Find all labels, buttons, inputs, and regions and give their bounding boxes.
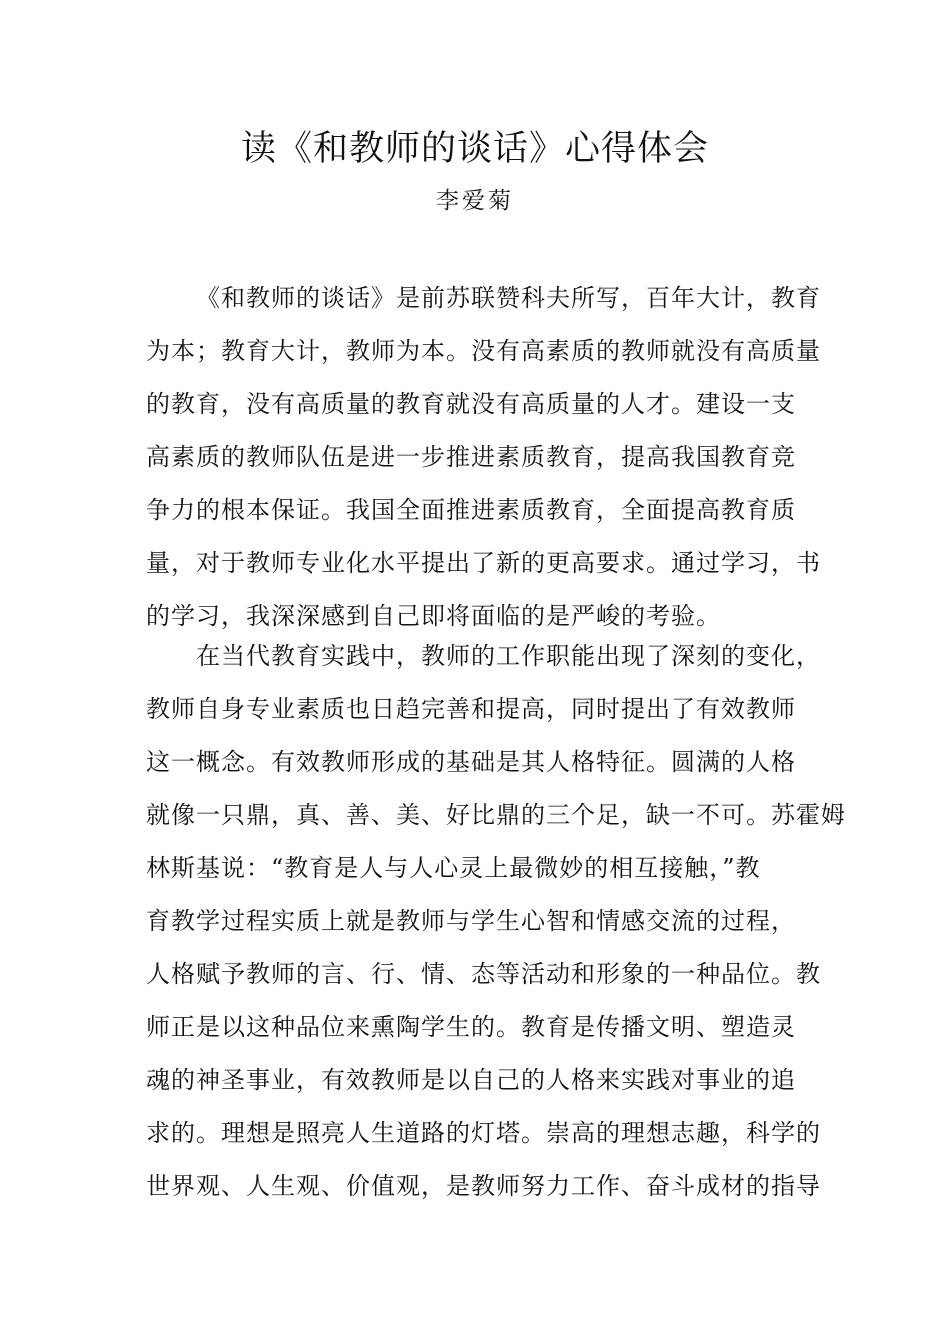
- document-title: 读《和教师的谈话》心得体会: [240, 129, 709, 169]
- text-line: 《和教师的谈话》是前苏联赞科夫所写，百年大计，教育: [196, 284, 821, 312]
- text-line: 为本；教育大计，教师为本。没有高素质的教师就没有高质量: [146, 337, 821, 365]
- text-line: 林斯基说：“教育是人与人心灵上最微妙的相互接触，”教: [146, 854, 761, 882]
- text-line: 育教学过程实质上就是教师与学生心智和情感交流的过程，: [146, 907, 796, 935]
- text-line: 教师自身专业素质也日趋完善和提高，同时提出了有效教师: [146, 695, 796, 723]
- text-line: 高素质的教师队伍是进一步推进素质教育，提高我国教育竞: [146, 443, 796, 471]
- text-line: 魂的神圣事业，有效教师是以自己的人格来实践对事业的追: [146, 1066, 796, 1094]
- text-line: 师正是以这种品位来熏陶学生的。教育是传播文明、塑造灵: [146, 1013, 796, 1041]
- text-line: 这一概念。有效教师形成的基础是其人格特征。圆满的人格: [146, 748, 796, 776]
- text-line: 量，对于教师专业化水平提出了新的更高要求。通过学习，书: [146, 549, 821, 577]
- text-line: 求的。理想是照亮人生道路的灯塔。崇高的理想志趣，科学的: [146, 1119, 821, 1147]
- text-line: 就像一只鼎，真、善、美、好比鼎的三个足，缺一不可。苏霍姆: [146, 801, 846, 829]
- text-line: 的教育，没有高质量的教育就没有高质量的人才。建设一支: [146, 390, 796, 418]
- text-line: 的学习，我深深感到自己即将面临的是严峻的考验。: [146, 602, 721, 630]
- text-line: 人格赋予教师的言、行、情、态等活动和形象的一种品位。教: [146, 960, 821, 988]
- text-line: 世界观、人生观、价值观，是教师努力工作、奋斗成材的指导: [146, 1172, 821, 1200]
- document-author: 李爱菊: [436, 188, 514, 214]
- paragraph-2: [146, 630, 846, 1213]
- text-line: 在当代教育实践中，教师的工作职能出现了深刻的变化，: [196, 642, 821, 670]
- paragraph-1: [146, 272, 821, 643]
- text-line: 争力的根本保证。我国全面推进素质教育，全面提高教育质: [146, 496, 796, 524]
